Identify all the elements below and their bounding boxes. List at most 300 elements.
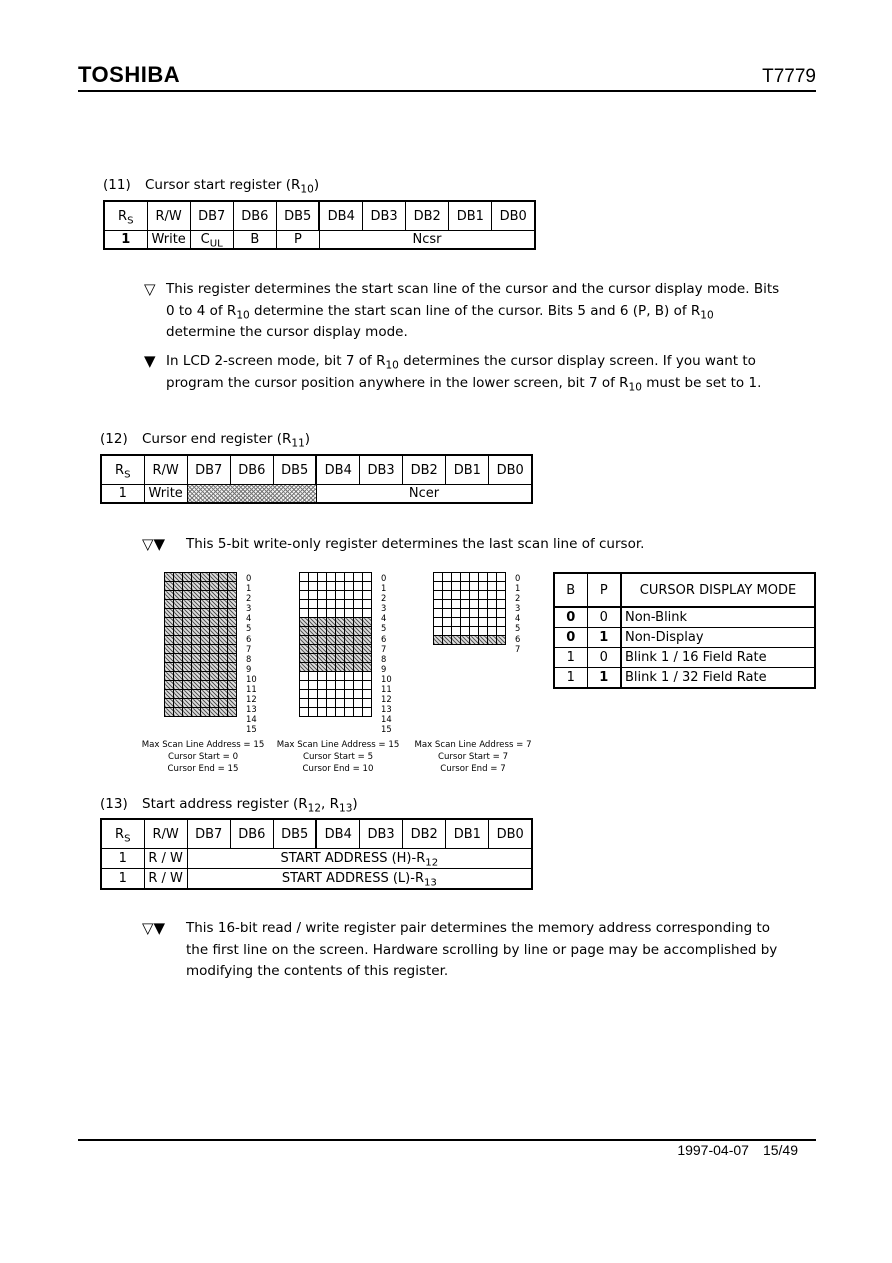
scan-line-cell [210, 600, 219, 609]
caption-line: Cursor Start = 5 [302, 752, 374, 762]
scan-line-cell [219, 600, 228, 609]
scan-line-cell [354, 690, 363, 699]
scan-line-cell [318, 573, 327, 582]
register-name: $R_{10}$ [291, 177, 314, 196]
scan-line-cell [363, 591, 372, 600]
scan-line-cell [443, 636, 452, 645]
scan-line-label: 5 [246, 623, 252, 634]
scan-line-cell [327, 672, 336, 681]
scan-line-cell [318, 600, 327, 609]
scan-line-cell [488, 582, 497, 591]
scan-line-cell [479, 636, 488, 645]
scan-line-cell [210, 636, 219, 645]
caption-line: Max Scan Line Address = 7 [414, 740, 532, 750]
scan-line-row [165, 699, 237, 708]
scan-line-cell [309, 663, 318, 672]
scan-line-cell [318, 591, 327, 600]
scan-line-cell [201, 609, 210, 618]
column-header: P [587, 573, 621, 607]
scan-line-cell [210, 645, 219, 654]
scan-line-cell [210, 708, 219, 717]
scan-line-cell [488, 573, 497, 582]
scan-line-cell [183, 582, 192, 591]
scan-line-cell [300, 591, 309, 600]
scan-line-cell [318, 663, 327, 672]
rs-header: $R_S$ [104, 201, 147, 231]
scan-line-cell [165, 681, 174, 690]
scan-line-cell [345, 618, 354, 627]
scan-line-row [434, 609, 506, 618]
column-header: DB0 [489, 455, 532, 485]
section-11-lcd-note [144, 351, 816, 394]
scan-line-cell [228, 663, 237, 672]
caption-line: Cursor End = 10 [302, 764, 374, 774]
scan-line-label: 0 [381, 573, 387, 583]
scan-line-cell [165, 582, 174, 591]
scan-line-cell [443, 609, 452, 618]
scan-line-cell [192, 645, 201, 654]
filled-triangle-icon: ▼ [144, 352, 156, 370]
scan-line-row [300, 654, 372, 663]
scan-line-cell [210, 663, 219, 672]
scan-line-cell [192, 600, 201, 609]
scan-line-cell [363, 708, 372, 717]
section-number: (11) [103, 177, 131, 193]
scan-line-cell [354, 618, 363, 627]
scan-line-cell [434, 573, 443, 582]
scan-line-cell [327, 654, 336, 663]
scan-line-cell [327, 573, 336, 582]
scan-line-cell [192, 591, 201, 600]
scan-line-cell [201, 663, 210, 672]
rs-value: 1 [101, 485, 144, 504]
scan-line-cell [309, 618, 318, 627]
scan-line-cell [228, 618, 237, 627]
scan-line-cell [165, 627, 174, 636]
rw-value: Write [144, 485, 187, 504]
scan-line-cell [318, 636, 327, 645]
scan-line-cell [479, 591, 488, 600]
scan-line-row [165, 708, 237, 717]
scan-line-cell [309, 600, 318, 609]
para-line: modifying the contents of this register. [186, 963, 449, 979]
scan-line-cell [201, 699, 210, 708]
scan-line-cell [363, 654, 372, 663]
scan-line-cell [219, 699, 228, 708]
scan-line-cell [165, 699, 174, 708]
scan-line-cell [363, 663, 372, 672]
scan-line-cell [228, 690, 237, 699]
scan-line-cell [219, 681, 228, 690]
scan-line-cell [174, 708, 183, 717]
scan-line-cell [228, 573, 237, 582]
scan-line-cell [479, 627, 488, 636]
rs-value: 1 [101, 849, 144, 869]
scan-line-cell [174, 591, 183, 600]
scan-line-numbers [246, 573, 257, 735]
scan-line-cell [228, 699, 237, 708]
scan-line-cell [300, 708, 309, 717]
scan-line-cell [354, 654, 363, 663]
scan-line-cell [327, 699, 336, 708]
scan-line-cell [192, 699, 201, 708]
scan-line-label: 11 [246, 684, 257, 695]
scan-line-cell [336, 645, 345, 654]
para-line: This register determines the start scan line of the cursor and the cursor display mode. Bits [166, 281, 780, 297]
scan-line-row [300, 699, 372, 708]
footer-rule [78, 1139, 816, 1141]
scan-line-cell [219, 690, 228, 699]
scan-line-cell [201, 582, 210, 591]
caption-line: Cursor End = 7 [440, 764, 506, 774]
scan-line-cell [434, 582, 443, 591]
mode-value: Non-Blink [621, 607, 815, 628]
scan-line-cell [219, 654, 228, 663]
scan-line-cell [174, 627, 183, 636]
scan-line-cell [228, 708, 237, 717]
caption-line: Cursor End = 15 [167, 764, 239, 774]
open-triangle-icon: ▽ [144, 280, 156, 298]
scan-line-label: 7 [381, 643, 387, 654]
scan-line-cell [327, 582, 336, 591]
scan-line-cell [443, 600, 452, 609]
scan-line-row [165, 681, 237, 690]
scan-line-cell [219, 582, 228, 591]
db6-value: B [233, 231, 276, 250]
section-title-text: Start address register [142, 796, 289, 812]
scan-line-cell [452, 627, 461, 636]
scan-line-cell [336, 654, 345, 663]
para-line: 0 to 4 of $R_{10}$ determine the start scan line of the cursor. Bits 5 and 6 (P, B) of $R_{10}$ [166, 302, 714, 322]
scan-line-cell [497, 591, 506, 600]
toshiba-logo: TOSHIBA [78, 62, 181, 87]
scan-line-cell [174, 690, 183, 699]
scan-line-cell [336, 690, 345, 699]
scan-line-row [300, 627, 372, 636]
scan-line-cell [479, 600, 488, 609]
scan-line-cell [363, 627, 372, 636]
scan-line-cell [336, 582, 345, 591]
scan-line-cell [192, 573, 201, 582]
column-header: DB4 [316, 455, 359, 485]
scan-line-row [165, 690, 237, 699]
scan-line-cell [479, 573, 488, 582]
scan-line-cell [345, 609, 354, 618]
scan-line-cell [201, 645, 210, 654]
scan-line-row [165, 645, 237, 654]
scan-line-cell [210, 573, 219, 582]
scan-line-cell [300, 609, 309, 618]
scan-line-cell [363, 609, 372, 618]
rs-header: $R_S$ [101, 455, 144, 485]
caption-line: Max Scan Line Address = 15 [276, 740, 400, 750]
scan-line-row [300, 663, 372, 672]
scan-line-cell [174, 618, 183, 627]
scan-line-cell [363, 582, 372, 591]
scan-line-cell [219, 708, 228, 717]
scan-line-cell [452, 573, 461, 582]
scan-line-row [300, 609, 372, 618]
cursor-figure-2 [299, 572, 392, 735]
scan-line-cell [192, 708, 201, 717]
scan-line-cell [165, 654, 174, 663]
scan-line-cell [183, 699, 192, 708]
scan-line-label: 9 [246, 663, 252, 674]
scan-line-cell [497, 600, 506, 609]
scan-line-label: 4 [246, 613, 252, 624]
scan-line-label: 1 [381, 583, 387, 594]
scan-line-cell [452, 636, 461, 645]
section-12-description [142, 534, 816, 556]
scan-line-cell [470, 591, 479, 600]
scan-line-label: 6 [246, 633, 252, 644]
scan-line-cell [452, 600, 461, 609]
scan-line-cell [219, 609, 228, 618]
ncer-field: Ncer [316, 485, 532, 504]
scan-line-cell [165, 672, 174, 681]
cursor-figure-1-caption [130, 739, 276, 775]
start-address-low-field: START ADDRESS $(L)-R_{13}$ [187, 869, 532, 889]
scan-line-cell [300, 663, 309, 672]
scan-line-grid [433, 572, 506, 645]
scan-line-row [300, 708, 372, 717]
scan-line-cell [434, 627, 443, 636]
scan-line-cell [461, 600, 470, 609]
scan-line-cell [363, 573, 372, 582]
scan-line-label: 11 [381, 684, 392, 695]
scan-line-cell [201, 654, 210, 663]
scan-line-cell [210, 609, 219, 618]
scan-line-cell [201, 636, 210, 645]
scan-line-cell [183, 708, 192, 717]
scan-line-cell [201, 672, 210, 681]
scan-line-cell [309, 636, 318, 645]
scan-line-row [300, 672, 372, 681]
scan-line-cell [363, 645, 372, 654]
scan-line-cell [228, 654, 237, 663]
scan-line-cell [228, 609, 237, 618]
scan-line-cell [336, 663, 345, 672]
caption-line: Cursor Start = 7 [437, 752, 509, 762]
scan-line-cell [201, 573, 210, 582]
scan-line-cell [201, 600, 210, 609]
scan-line-cell [461, 618, 470, 627]
scan-line-cell [345, 636, 354, 645]
scan-line-cell [300, 690, 309, 699]
scan-line-cell [201, 591, 210, 600]
column-header: DB5 [273, 455, 316, 485]
scan-line-cell [309, 654, 318, 663]
column-header: DB6 [230, 819, 273, 849]
para-line: This 16-bit read / write register pair determines the memory address corresponding to [186, 920, 770, 936]
scan-line-cell [336, 699, 345, 708]
scan-line-cell [309, 708, 318, 717]
scan-line-cell [345, 681, 354, 690]
scan-line-cell [183, 672, 192, 681]
section-number: (13) [100, 796, 128, 812]
scan-line-label: 3 [515, 603, 521, 614]
cursor-figure-3 [433, 572, 521, 654]
para-line: program the cursor position anywhere in the lower screen, bit 7 of $R_{10}$ must be set to 1. [166, 374, 762, 394]
scan-line-cell [497, 636, 506, 645]
scan-line-cell [443, 627, 452, 636]
scan-line-cell [470, 573, 479, 582]
scan-line-grid [299, 572, 372, 717]
scan-line-cell [309, 690, 318, 699]
scan-line-cell [228, 582, 237, 591]
scan-line-row [300, 618, 372, 627]
triangle-pair-icon: ▽▼ [142, 919, 166, 937]
scan-line-cell [318, 645, 327, 654]
column-header: DB4 [319, 201, 362, 231]
scan-line-cell [345, 663, 354, 672]
cursor-figure-3-caption [400, 739, 546, 775]
section-number: (12) [100, 431, 128, 447]
db7-value: $C_{UL}$ [190, 231, 233, 250]
scan-line-label: 13 [246, 704, 257, 715]
scan-line-cell [336, 609, 345, 618]
scan-line-cell [354, 627, 363, 636]
scan-line-cell [174, 609, 183, 618]
mode-value: Blink 1 / 32 Field Rate [621, 668, 815, 689]
scan-line-cell [192, 636, 201, 645]
scan-line-cell [165, 618, 174, 627]
scan-line-row [300, 690, 372, 699]
scan-line-cell [165, 591, 174, 600]
scan-line-cell [354, 582, 363, 591]
scan-line-cell [452, 609, 461, 618]
section-11-title: (11) Cursor start register $(R_{10})$ [103, 177, 320, 196]
scan-line-cell [309, 609, 318, 618]
cursor-figure-2-caption [265, 739, 411, 775]
scan-line-label: 2 [381, 593, 387, 604]
scan-line-cell [318, 582, 327, 591]
scan-line-row [434, 627, 506, 636]
section-11-description [144, 279, 816, 344]
scan-line-cell [336, 627, 345, 636]
column-header: R/W [144, 455, 187, 485]
scan-line-cell [461, 636, 470, 645]
scan-line-cell [183, 573, 192, 582]
scan-line-cell [174, 600, 183, 609]
scan-line-cell [309, 591, 318, 600]
scan-line-cell [165, 600, 174, 609]
start-address-high-field: START ADDRESS $(H)-R_{12}$ [187, 849, 532, 869]
column-header: DB0 [489, 819, 532, 849]
scan-line-cell [183, 654, 192, 663]
section-title-text: Cursor start register [145, 177, 282, 193]
scan-line-cell [434, 618, 443, 627]
scan-line-label: 4 [381, 613, 387, 624]
register-table-r12-r13 [100, 818, 533, 890]
caption-line: Cursor Start = 0 [167, 752, 239, 762]
scan-line-cell [336, 681, 345, 690]
scan-line-cell [219, 573, 228, 582]
cursor-figure-1 [164, 572, 257, 735]
column-header: DB6 [230, 455, 273, 485]
scan-line-row [165, 627, 237, 636]
scan-line-cell [479, 609, 488, 618]
scan-line-cell [183, 690, 192, 699]
scan-line-cell [327, 663, 336, 672]
scan-line-row [434, 636, 506, 645]
scan-line-cell [318, 681, 327, 690]
scan-line-cell [210, 582, 219, 591]
scan-line-label: 2 [515, 593, 521, 604]
column-header: DB5 [273, 819, 316, 849]
scan-line-row [434, 600, 506, 609]
rs-value: 1 [104, 231, 147, 250]
scan-line-cell [461, 609, 470, 618]
scan-line-cell [219, 591, 228, 600]
scan-line-cell [309, 681, 318, 690]
column-header: DB6 [233, 201, 276, 231]
scan-line-row [434, 573, 506, 582]
scan-line-cell [345, 627, 354, 636]
scan-line-label: 7 [515, 643, 521, 654]
scan-line-cell [345, 699, 354, 708]
scan-line-cell [452, 591, 461, 600]
scan-line-cell [300, 600, 309, 609]
scan-line-cell [470, 636, 479, 645]
scan-line-cell [183, 645, 192, 654]
column-header: DB3 [360, 819, 403, 849]
scan-line-label: 4 [515, 613, 521, 624]
scan-line-cell [192, 690, 201, 699]
para-line: This 5-bit write-only register determines the last scan line of cursor. [186, 536, 645, 552]
scan-line-cell [183, 636, 192, 645]
rw-value: R / W [144, 869, 187, 889]
scan-line-cell [219, 645, 228, 654]
scan-line-cell [165, 609, 174, 618]
scan-line-cell [354, 663, 363, 672]
scan-line-cell [497, 627, 506, 636]
scan-line-label: 12 [381, 694, 392, 705]
scan-line-cell [192, 582, 201, 591]
b-value: 0 [554, 607, 587, 628]
scan-line-cell [192, 618, 201, 627]
scan-line-cell [443, 582, 452, 591]
scan-line-cell [452, 582, 461, 591]
scan-line-row [300, 591, 372, 600]
register-table-r10 [103, 200, 536, 250]
scan-line-cell [201, 627, 210, 636]
scan-line-cell [300, 618, 309, 627]
scan-line-cell [461, 573, 470, 582]
register-table-r11 [100, 454, 533, 504]
scan-line-cell [434, 636, 443, 645]
scan-line-cell [300, 636, 309, 645]
scan-line-cell [300, 582, 309, 591]
section-13-title: (13) Start address register ($R_{12}$, $R_{13}$) [100, 796, 358, 815]
scan-line-cell [300, 681, 309, 690]
scan-line-cell [300, 699, 309, 708]
scan-line-cell [192, 609, 201, 618]
scan-line-row [300, 573, 372, 582]
scan-line-label: 6 [381, 633, 387, 644]
scan-line-row [165, 618, 237, 627]
column-header: DB7 [187, 455, 230, 485]
scan-line-cell [318, 672, 327, 681]
scan-line-cell [363, 618, 372, 627]
scan-line-cell [219, 627, 228, 636]
column-header: DB1 [446, 819, 489, 849]
ncsr-field: Ncsr [319, 231, 535, 250]
scan-line-cell [354, 636, 363, 645]
scan-line-cell [327, 645, 336, 654]
scan-line-cell [318, 699, 327, 708]
cursor-display-mode-table [553, 572, 816, 689]
